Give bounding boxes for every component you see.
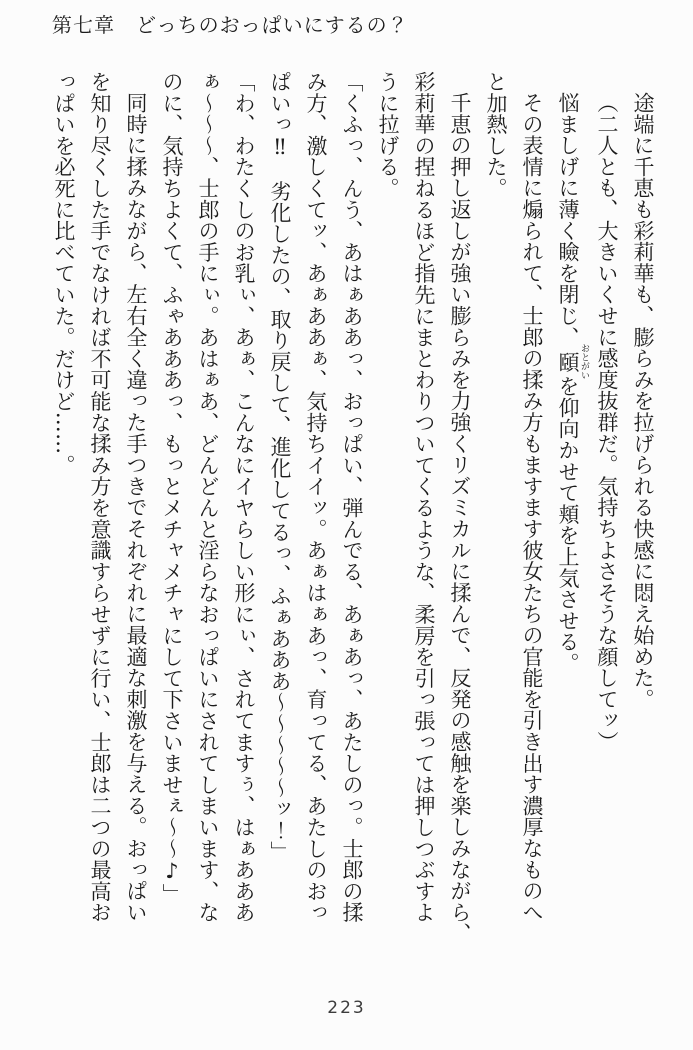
text-line-15: 同時に揉みながら、左右全く違った手つきでそれぞれに最適な刺激を与える。おっぱい [124,92,148,923]
text-line-7: 彩莉華の捏ねるほど指先にまとわりついてくるような、柔房を引っ張っては押しつぶすよ [412,71,436,923]
text-line-10: み方、激しくてッ、あぁああぁ、気持ちイイッ。あぁはぁあっ、育ってる、あたしのおっ [304,71,328,923]
text-line-3-post: を仰向かせて頬を上気させる。 [556,375,580,674]
ruby-furigana: おとがい [579,343,589,380]
ruby-otogai [556,343,589,380]
text-line-16: を知り尽くした手でなければ不可能な揉み方を意識すらせずに行い、士郎は二つの最高お [88,71,112,923]
text-line-1: 途端に千恵も彩莉華も、膨らみを拉げられる快感に悶え始めた。 [631,92,655,710]
text-line-3 [550,71,589,955]
text-line-17: っぱいを必死に比べていた。だけど……。 [52,71,76,476]
text-line-13: ぁ～～～、士郎の手にぃ。あはぁあ、どんどんと淫らなおっぱいにされてしまいます、な [196,71,220,923]
text-line-6: 千恵の押し返しが強い膨らみを力強くリズミカルに揉んで、反発の感触を楽しみながら、 [448,92,472,944]
text-line-4: その表情に煽られて、士郎の揉み方もますます彼女たちの官能を引き出す濃厚なものへ [520,92,544,923]
text-line-3-pre: 悩ましげに薄く瞼を閉じ、 [556,92,580,348]
text-line-9: 「くふっ、んう、あはぁああっ、おっぱい、弾んでる、あぁあっ、あたしのっ。士郎の揉 [340,71,364,923]
chapter-header: 第七章 どっちのおっぱいにするの？ [52,13,409,37]
body-text [46,71,661,955]
ruby-base: 頤 [556,343,580,380]
text-line-5: と加熱した。 [484,71,508,199]
text-line-14: のに、気持ちよくて、ふゃあああっ、もっとメチャメチャにして下さいませぇ～～♪」 [160,71,184,905]
text-line-12: 「わ、わたくしのお乳ぃ、あぁ、こんなにイヤらしい形にぃ、されてますぅ、はぁあああ [232,71,256,923]
text-line-8: うに拉げる。 [376,71,400,199]
text-line-11: ぱいっ‼ 劣化したの、取り戻して、進化してるっ、ふぁあああ～～～～～ッ！」 [268,71,292,863]
text-line-2: （二人とも、大きいくせに感度抜群だ。気持ちよさそうな顔してッ） [595,92,619,753]
page-number: 223 [327,998,366,1018]
